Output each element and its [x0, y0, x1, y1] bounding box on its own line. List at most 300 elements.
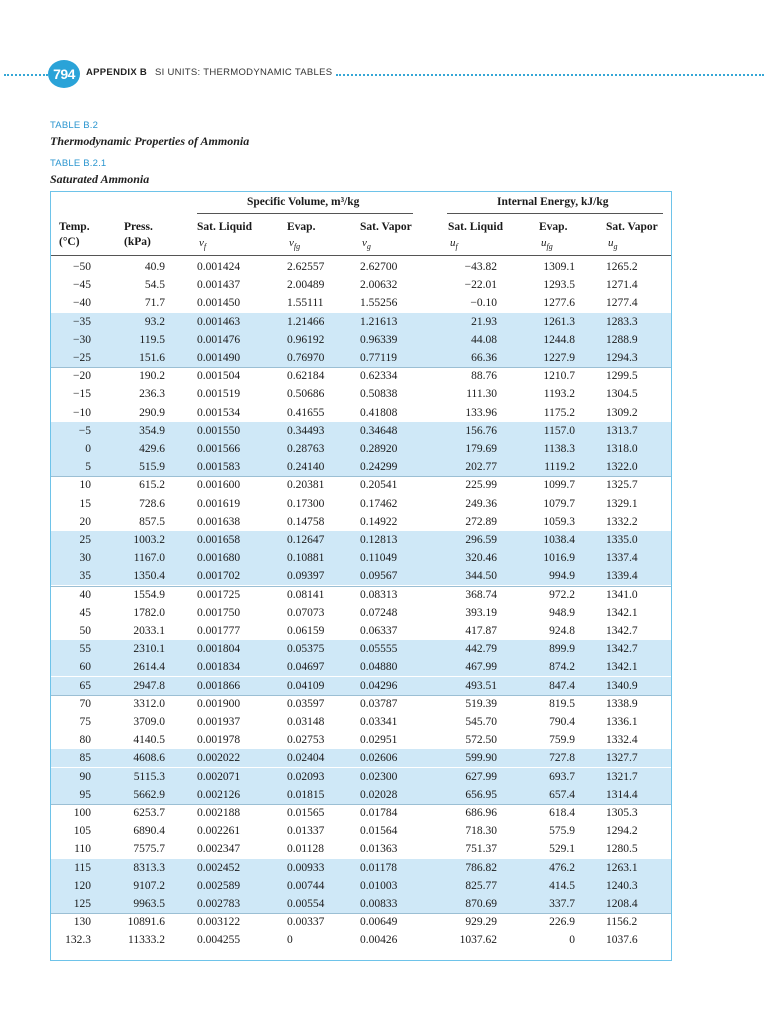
cell-temp: −5 — [78, 424, 91, 437]
cell-press: 3709.0 — [133, 716, 165, 728]
cell-ufg: 1244.8 — [543, 333, 575, 346]
cell-vg: 0.20541 — [360, 479, 398, 492]
cell-vfg: 0.12647 — [287, 534, 325, 546]
cell-ug: 1327.7 — [606, 752, 638, 765]
cell-uf: 88.76 — [471, 370, 497, 383]
table-row — [51, 804, 671, 822]
table-row — [51, 367, 671, 385]
cell-uf: 627.99 — [465, 770, 497, 783]
table-id: TABLE B.2 — [50, 120, 99, 131]
cell-uf: 344.50 — [465, 570, 497, 583]
subtable-id: TABLE B.2.1 — [50, 158, 107, 169]
cell-vg: 0.00649 — [360, 916, 398, 929]
cell-press: 2033.1 — [133, 625, 165, 637]
cell-vg: 0.24299 — [360, 461, 398, 474]
cell-vfg: 0.02404 — [287, 752, 325, 765]
cell-vf: 0.001638 — [197, 515, 241, 528]
group-header-specific-volume: Specific Volume, m³/kg — [247, 196, 360, 208]
cell-ufg: 727.8 — [549, 752, 575, 765]
cell-vfg: 0.07073 — [287, 606, 325, 619]
cell-vfg: 0.00744 — [287, 879, 325, 892]
cell-press: 9963.5 — [133, 898, 165, 910]
cell-vfg: 0.09397 — [287, 570, 325, 583]
cell-ufg: 972.2 — [549, 588, 575, 601]
cell-vf: 0.001463 — [197, 315, 241, 328]
cell-temp: 30 — [79, 552, 91, 565]
cell-vf: 0.001600 — [197, 479, 241, 492]
cell-temp: 35 — [79, 570, 91, 583]
cell-press: 2310.1 — [133, 643, 165, 656]
table-row — [51, 476, 671, 494]
cell-vfg: 0.03597 — [287, 697, 325, 710]
cell-uf: 718.30 — [465, 825, 497, 838]
page-number-badge: 794 — [48, 60, 80, 88]
cell-temp: 45 — [79, 606, 91, 619]
table-row — [51, 658, 671, 676]
cell-ufg: 1059.3 — [543, 515, 575, 528]
cell-vg: 0.02951 — [360, 734, 398, 747]
cell-vg: 1.55256 — [360, 297, 398, 310]
cell-vfg: 0.01337 — [287, 825, 325, 838]
cell-vfg: 0.34493 — [287, 424, 325, 437]
table-row — [51, 349, 671, 367]
cell-uf: 545.70 — [465, 716, 497, 728]
table-row — [51, 586, 671, 604]
cell-vg: 0.17462 — [360, 497, 398, 510]
cell-ufg: 1157.0 — [543, 424, 575, 437]
table-row — [51, 549, 671, 567]
cell-temp: 20 — [79, 515, 91, 528]
cell-uf: 572.50 — [465, 734, 497, 747]
cell-vg: 2.00632 — [360, 279, 398, 292]
cell-vfg: 0.01815 — [287, 788, 325, 801]
col-symbol-ufg: $u_{fg}$ — [541, 237, 553, 252]
table-row — [51, 713, 671, 731]
cell-vf: 0.001437 — [197, 279, 241, 292]
table-row — [51, 840, 671, 858]
cell-vfg: 0.06159 — [287, 625, 325, 637]
cell-temp: 10 — [79, 479, 91, 492]
col-header-vf: Sat. Liquid — [197, 221, 252, 233]
cell-ug: 1322.0 — [606, 461, 638, 474]
col-header-temp: Temp. — [59, 221, 90, 233]
cell-press: 10891.6 — [127, 916, 165, 929]
cell-temp: 132.3 — [65, 934, 91, 947]
cell-vfg: 1.55111 — [287, 297, 324, 310]
cell-uf: 467.99 — [465, 661, 497, 674]
cell-vg: 2.62700 — [360, 261, 398, 273]
cell-uf: 786.82 — [465, 861, 497, 874]
cell-ufg: 874.2 — [549, 661, 575, 674]
cell-ufg: 1227.9 — [543, 352, 575, 364]
cell-uf: 870.69 — [465, 898, 497, 910]
cell-ufg: 847.4 — [549, 679, 575, 692]
cell-vf: 0.002783 — [197, 898, 241, 910]
cell-press: 4140.5 — [133, 734, 165, 747]
cell-vg: 0.00426 — [360, 934, 398, 947]
table-row — [51, 913, 671, 931]
cell-vg: 0.01003 — [360, 879, 398, 892]
cell-uf: 1037.62 — [459, 934, 497, 947]
cell-press: 93.2 — [144, 315, 165, 328]
cell-temp: 5 — [85, 461, 91, 474]
cell-vf: 0.001519 — [197, 388, 241, 401]
cell-vfg: 0.05375 — [287, 643, 325, 656]
cell-ufg: 1193.2 — [543, 388, 575, 401]
group-rule-internal-energy — [447, 213, 663, 214]
cell-press: 354.9 — [139, 424, 165, 437]
cell-vg: 0.14922 — [360, 515, 398, 528]
cell-press: 236.3 — [139, 388, 165, 401]
cell-vg: 0.01178 — [360, 861, 397, 874]
cell-vf: 0.001900 — [197, 697, 241, 710]
cell-vg: 0.11049 — [360, 552, 397, 565]
cell-ug: 1037.6 — [606, 934, 638, 947]
cell-press: 2947.8 — [133, 679, 165, 692]
table-row — [51, 440, 671, 458]
cell-vg: 0.07248 — [360, 606, 398, 619]
cell-ug: 1341.0 — [606, 588, 638, 601]
cell-uf: 519.39 — [465, 697, 497, 710]
cell-vfg: 0.10881 — [287, 552, 325, 565]
table-row — [51, 495, 671, 513]
cell-ug: 1288.9 — [606, 333, 638, 346]
cell-ug: 1263.1 — [606, 861, 638, 874]
cell-vf: 0.001725 — [197, 588, 241, 601]
cell-ug: 1313.7 — [606, 424, 638, 437]
cell-ug: 1156.2 — [606, 916, 638, 929]
table-row — [51, 313, 671, 331]
cell-press: 1554.9 — [133, 588, 165, 601]
cell-vg: 0.96339 — [360, 333, 398, 346]
cell-vg: 0.01784 — [360, 807, 398, 819]
cell-ufg: 693.7 — [549, 770, 575, 783]
cell-vf: 0.001619 — [197, 497, 241, 510]
table-row — [51, 604, 671, 622]
cell-uf: 156.76 — [465, 424, 497, 437]
cell-uf: −43.82 — [464, 261, 497, 273]
col-header-vfg: Evap. — [287, 221, 316, 233]
cell-uf: 599.90 — [465, 752, 497, 765]
cell-vfg: 0.28763 — [287, 443, 325, 455]
cell-press: 6253.7 — [133, 807, 165, 819]
table-row — [51, 276, 671, 294]
cell-ufg: 529.1 — [549, 843, 575, 856]
cell-ug: 1271.4 — [606, 279, 638, 292]
cell-temp: 40 — [79, 588, 91, 601]
cell-temp: 15 — [79, 497, 91, 510]
cell-vf: 0.001866 — [197, 679, 241, 692]
cell-temp: 120 — [73, 879, 91, 892]
cell-press: 6890.4 — [133, 825, 165, 838]
cell-ufg: 414.5 — [549, 879, 575, 892]
cell-press: 728.6 — [139, 497, 165, 510]
cell-vg: 0.06337 — [360, 625, 398, 637]
cell-ufg: 618.4 — [549, 807, 575, 819]
cell-uf: 66.36 — [471, 352, 497, 364]
cell-uf: −22.01 — [464, 279, 497, 292]
cell-vf: 0.001702 — [197, 570, 241, 583]
cell-vg: 0.05555 — [360, 643, 398, 656]
cell-temp: 60 — [79, 661, 91, 674]
section-title: SI UNITS: THERMODYNAMIC TABLES — [155, 67, 333, 78]
cell-ufg: 790.4 — [549, 716, 575, 728]
cell-press: 8313.3 — [133, 861, 165, 874]
cell-vf: 0.001804 — [197, 643, 241, 656]
cell-ufg: 1175.2 — [543, 406, 575, 419]
cell-vg: 0.04880 — [360, 661, 398, 674]
cell-vg: 0.02028 — [360, 788, 398, 801]
col-header-temp-unit: (°C) — [59, 236, 80, 248]
cell-vf: 0.001534 — [197, 406, 241, 419]
cell-uf: 825.77 — [465, 879, 497, 892]
cell-ug: 1305.3 — [606, 807, 638, 819]
cell-vf: 0.002022 — [197, 752, 241, 765]
cell-vf: 0.001834 — [197, 661, 241, 674]
subtable-title: Saturated Ammonia — [50, 172, 150, 186]
table-row — [51, 513, 671, 531]
cell-vg: 0.62334 — [360, 370, 398, 383]
table-row — [51, 768, 671, 786]
table-row — [51, 931, 671, 949]
cell-vf: 0.002589 — [197, 879, 241, 892]
cell-vf: 0.004255 — [197, 934, 241, 947]
saturated-ammonia-table — [50, 191, 672, 961]
col-symbol-vf: $v_f$ — [199, 237, 207, 252]
cell-vfg: 0.01565 — [287, 807, 325, 819]
cell-uf: 493.51 — [465, 679, 497, 692]
cell-temp: −50 — [73, 261, 91, 273]
header-bottom-rule — [51, 255, 671, 256]
cell-ug: 1304.5 — [606, 388, 638, 401]
cell-temp: 80 — [79, 734, 91, 747]
cell-vfg: 0.50686 — [287, 388, 325, 401]
cell-ug: 1280.5 — [606, 843, 638, 856]
cell-press: 5662.9 — [133, 788, 165, 801]
cell-press: 1350.4 — [133, 570, 165, 583]
cell-ug: 1325.7 — [606, 479, 638, 492]
cell-vfg: 0.62184 — [287, 370, 325, 383]
cell-vf: 0.001504 — [197, 370, 241, 383]
cell-ug: 1265.2 — [606, 261, 638, 273]
cell-ug: 1338.9 — [606, 697, 638, 710]
col-symbol-vfg: $v_{fg}$ — [289, 237, 301, 252]
cell-vf: 0.003122 — [197, 916, 241, 929]
cell-vfg: 0.24140 — [287, 461, 325, 474]
cell-vf: 0.001750 — [197, 606, 241, 619]
table-row — [51, 531, 671, 549]
cell-ufg: 575.9 — [549, 825, 575, 838]
col-symbol-ug: $u_g$ — [608, 237, 618, 252]
cell-vg: 0.03787 — [360, 697, 398, 710]
cell-vg: 0.01564 — [360, 825, 398, 838]
cell-press: 5115.3 — [133, 770, 165, 783]
cell-uf: 21.93 — [471, 315, 497, 328]
cell-uf: 225.99 — [465, 479, 497, 492]
cell-uf: 368.74 — [465, 588, 497, 601]
cell-ug: 1332.4 — [606, 734, 638, 747]
cell-press: 3312.0 — [133, 697, 165, 710]
cell-ufg: 1138.3 — [543, 443, 575, 455]
cell-vfg: 0.02753 — [287, 734, 325, 747]
cell-vfg: 0.14758 — [287, 515, 325, 528]
cell-press: 857.5 — [139, 515, 165, 528]
cell-ufg: 948.9 — [549, 606, 575, 619]
cell-ug: 1339.4 — [606, 570, 638, 583]
cell-vf: 0.001490 — [197, 352, 241, 364]
cell-ug: 1240.3 — [606, 879, 638, 892]
cell-ug: 1342.7 — [606, 625, 638, 637]
cell-uf: 272.89 — [465, 515, 497, 528]
cell-temp: 0 — [85, 443, 91, 455]
cell-press: 190.2 — [139, 370, 165, 383]
header-dotted-rule-right — [336, 74, 764, 76]
table-row — [51, 258, 671, 276]
cell-ufg: 1261.3 — [543, 315, 575, 328]
cell-vf: 0.001450 — [197, 297, 241, 310]
cell-uf: 686.96 — [465, 807, 497, 819]
cell-ug: 1277.4 — [606, 297, 638, 310]
appendix-label: APPENDIX B — [86, 67, 148, 78]
cell-ufg: 657.4 — [549, 788, 575, 801]
cell-uf: 751.37 — [465, 843, 497, 856]
cell-ug: 1294.3 — [606, 352, 638, 364]
cell-uf: 296.59 — [465, 534, 497, 546]
cell-ufg: 1210.7 — [543, 370, 575, 383]
cell-uf: 393.19 — [465, 606, 497, 619]
cell-ufg: 337.7 — [549, 898, 575, 910]
cell-vf: 0.001424 — [197, 261, 241, 273]
page-header — [0, 59, 768, 89]
table-row — [51, 677, 671, 695]
cell-ufg: 226.9 — [549, 916, 575, 929]
cell-temp: −10 — [73, 406, 91, 419]
cell-vf: 0.002347 — [197, 843, 241, 856]
cell-vfg: 0.00933 — [287, 861, 325, 874]
cell-uf: 929.29 — [465, 916, 497, 929]
cell-vg: 0.08313 — [360, 588, 398, 601]
table-row — [51, 786, 671, 804]
cell-press: 7575.7 — [133, 843, 165, 856]
cell-vg: 1.21613 — [360, 315, 398, 328]
cell-vfg: 2.62557 — [287, 261, 325, 273]
table-row — [51, 877, 671, 895]
cell-press: 151.6 — [139, 352, 165, 364]
col-header-ufg: Evap. — [539, 221, 568, 233]
table-row — [51, 622, 671, 640]
cell-ug: 1336.1 — [606, 716, 638, 728]
cell-uf: 179.69 — [465, 443, 497, 455]
cell-vfg: 0.01128 — [287, 843, 324, 856]
table-row — [51, 567, 671, 585]
cell-vf: 0.002126 — [197, 788, 241, 801]
col-symbol-uf: $u_f$ — [450, 237, 458, 252]
cell-vf: 0.001777 — [197, 625, 241, 637]
cell-temp: 130 — [73, 916, 91, 929]
cell-temp: −45 — [73, 279, 91, 292]
cell-press: 119.5 — [139, 333, 165, 346]
cell-vg: 0.34648 — [360, 424, 398, 437]
cell-vf: 0.002261 — [197, 825, 241, 838]
cell-uf: 249.36 — [465, 497, 497, 510]
cell-vg: 0.41808 — [360, 406, 398, 419]
cell-vf: 0.001566 — [197, 443, 241, 455]
cell-vf: 0.002188 — [197, 807, 241, 819]
cell-press: 1003.2 — [133, 534, 165, 546]
cell-ufg: 1277.6 — [543, 297, 575, 310]
col-header-vg: Sat. Vapor — [360, 221, 412, 233]
cell-vg: 0.03341 — [360, 716, 398, 728]
cell-vfg: 0.00337 — [287, 916, 325, 929]
cell-vfg: 1.21466 — [287, 315, 325, 328]
cell-ufg: 924.8 — [549, 625, 575, 637]
cell-press: 1782.0 — [133, 606, 165, 619]
cell-vg: 0.02606 — [360, 752, 398, 765]
cell-ug: 1294.2 — [606, 825, 638, 838]
cell-ug: 1340.9 — [606, 679, 638, 692]
cell-uf: 202.77 — [465, 461, 497, 474]
cell-temp: 75 — [79, 716, 91, 728]
cell-vfg: 0.08141 — [287, 588, 325, 601]
cell-vfg: 0.41655 — [287, 406, 325, 419]
cell-temp: −20 — [73, 370, 91, 383]
cell-vfg: 0.03148 — [287, 716, 325, 728]
cell-temp: −35 — [73, 315, 91, 328]
table-row — [51, 822, 671, 840]
cell-temp: 90 — [79, 770, 91, 783]
col-header-press: Press. — [124, 221, 153, 233]
cell-vfg: 0.17300 — [287, 497, 325, 510]
col-symbol-vg: $v_g$ — [362, 237, 371, 252]
cell-temp: 115 — [74, 861, 91, 874]
cell-temp: −15 — [73, 388, 91, 401]
cell-press: 429.6 — [139, 443, 165, 455]
cell-press: 71.7 — [144, 297, 165, 310]
cell-temp: 125 — [73, 898, 91, 910]
cell-vf: 0.001658 — [197, 534, 241, 546]
cell-ug: 1342.1 — [606, 606, 638, 619]
cell-vf: 0.001937 — [197, 716, 241, 728]
cell-temp: 55 — [79, 643, 91, 656]
cell-vg: 0.09567 — [360, 570, 398, 583]
cell-press: 4608.6 — [133, 752, 165, 765]
cell-press: 290.9 — [139, 406, 165, 419]
cell-ug: 1332.2 — [606, 515, 638, 528]
table-row — [51, 385, 671, 403]
cell-vg: 0.01363 — [360, 843, 398, 856]
cell-vg: 0.28920 — [360, 443, 398, 455]
cell-ufg: 476.2 — [549, 861, 575, 874]
cell-ug: 1342.1 — [606, 661, 638, 674]
cell-ufg: 1119.2 — [544, 461, 575, 474]
cell-uf: 320.46 — [465, 552, 497, 565]
cell-ufg: 1016.9 — [543, 552, 575, 565]
cell-ug: 1283.3 — [606, 315, 638, 328]
cell-temp: −30 — [73, 333, 91, 346]
cell-vfg: 0.04109 — [287, 679, 325, 692]
cell-vg: 0.77119 — [360, 352, 397, 364]
group-rule-specific-volume — [197, 213, 413, 214]
cell-vf: 0.002071 — [197, 770, 241, 783]
cell-ufg: 1099.7 — [543, 479, 575, 492]
cell-vf: 0.001583 — [197, 461, 241, 474]
cell-uf: 133.96 — [465, 406, 497, 419]
cell-temp: 110 — [74, 843, 91, 856]
cell-ug: 1337.4 — [606, 552, 638, 565]
cell-ug: 1208.4 — [606, 898, 638, 910]
cell-vfg: 2.00489 — [287, 279, 325, 292]
table-row — [51, 458, 671, 476]
